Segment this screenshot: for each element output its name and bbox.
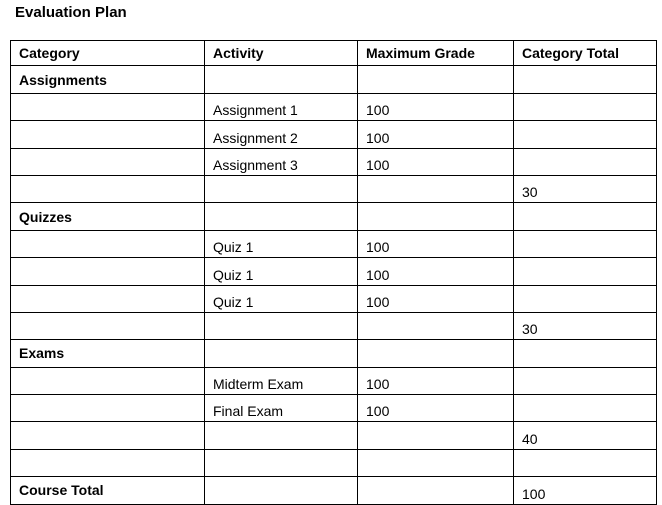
- maximum-grade-cell: 100: [358, 93, 514, 120]
- maximum-grade-cell: 100: [358, 230, 514, 257]
- category-total-cell: [514, 258, 657, 285]
- activity-cell: Quiz 1: [205, 258, 358, 285]
- activity-cell: [205, 175, 358, 202]
- category-total-cell: [514, 148, 657, 175]
- table-row: [11, 203, 657, 230]
- table-row: [11, 449, 657, 476]
- table-row: [11, 340, 657, 367]
- category-cell: [11, 93, 205, 120]
- category-total-cell: [514, 449, 657, 476]
- maximum-grade-cell: 100: [358, 148, 514, 175]
- header-category-total: Category Total: [514, 41, 657, 66]
- category-total-cell: [514, 93, 657, 120]
- category-cell: Assignments: [11, 66, 205, 93]
- course-total-value: 100: [514, 477, 657, 504]
- maximum-grade-cell: [358, 340, 514, 367]
- header-category: Category: [11, 41, 205, 66]
- maximum-grade-cell: 100: [358, 285, 514, 312]
- activity-cell: Assignment 2: [205, 121, 358, 148]
- table-row: [11, 175, 657, 202]
- page-title: Evaluation Plan: [15, 4, 127, 21]
- category-cell: [11, 449, 205, 476]
- category-cell: [11, 175, 205, 202]
- header-maximum-grade: Maximum Grade: [358, 41, 514, 66]
- category-cell: [11, 121, 205, 148]
- activity-cell: [205, 66, 358, 93]
- activity-cell: Midterm Exam: [205, 367, 358, 394]
- category-cell: [11, 312, 205, 339]
- activity-cell: [205, 449, 358, 476]
- activity-cell: Quiz 1: [205, 230, 358, 257]
- category-total-cell: [514, 121, 657, 148]
- category-total-cell: [514, 230, 657, 257]
- table-row: [11, 395, 657, 422]
- table-row: [11, 148, 657, 175]
- category-total-cell: [514, 367, 657, 394]
- course-total-label: Course Total: [11, 477, 205, 504]
- table-header-row: [11, 41, 657, 66]
- activity-cell: [205, 203, 358, 230]
- maximum-grade-cell: [358, 175, 514, 202]
- category-total-cell: [514, 395, 657, 422]
- activity-cell: Final Exam: [205, 395, 358, 422]
- category-total-cell: 30: [514, 312, 657, 339]
- category-cell: [11, 258, 205, 285]
- evaluation-plan-table: [10, 40, 657, 505]
- table-row: [11, 66, 657, 93]
- activity-cell: Assignment 3: [205, 148, 358, 175]
- category-total-cell: [514, 340, 657, 367]
- maximum-grade-cell: [358, 203, 514, 230]
- category-cell: Exams: [11, 340, 205, 367]
- category-cell: [11, 148, 205, 175]
- category-cell: Quizzes: [11, 203, 205, 230]
- activity-cell: Quiz 1: [205, 285, 358, 312]
- category-cell: [11, 230, 205, 257]
- category-total-cell: 30: [514, 175, 657, 202]
- maximum-grade-cell: [358, 449, 514, 476]
- table-row: [11, 367, 657, 394]
- category-cell: [11, 367, 205, 394]
- table-row: [11, 230, 657, 257]
- maximum-grade-cell: [358, 422, 514, 449]
- maximum-grade-cell: 100: [358, 121, 514, 148]
- activity-cell: [205, 340, 358, 367]
- table-row: [11, 422, 657, 449]
- maximum-grade-cell: 100: [358, 367, 514, 394]
- category-cell: [11, 285, 205, 312]
- table-row: [11, 258, 657, 285]
- maximum-grade-cell: [358, 66, 514, 93]
- category-cell: [11, 422, 205, 449]
- category-cell: [11, 395, 205, 422]
- table-row: [11, 121, 657, 148]
- header-activity: Activity: [205, 41, 358, 66]
- category-total-cell: [514, 285, 657, 312]
- table-row: [11, 93, 657, 120]
- activity-cell: Assignment 1: [205, 93, 358, 120]
- category-total-cell: 40: [514, 422, 657, 449]
- maximum-grade-cell: 100: [358, 258, 514, 285]
- table-row: [11, 312, 657, 339]
- category-total-cell: [514, 203, 657, 230]
- maximum-grade-cell: [358, 312, 514, 339]
- activity-cell: [205, 312, 358, 339]
- table-row: [11, 285, 657, 312]
- maximum-grade-cell: 100: [358, 395, 514, 422]
- activity-cell: [205, 422, 358, 449]
- category-total-cell: [514, 66, 657, 93]
